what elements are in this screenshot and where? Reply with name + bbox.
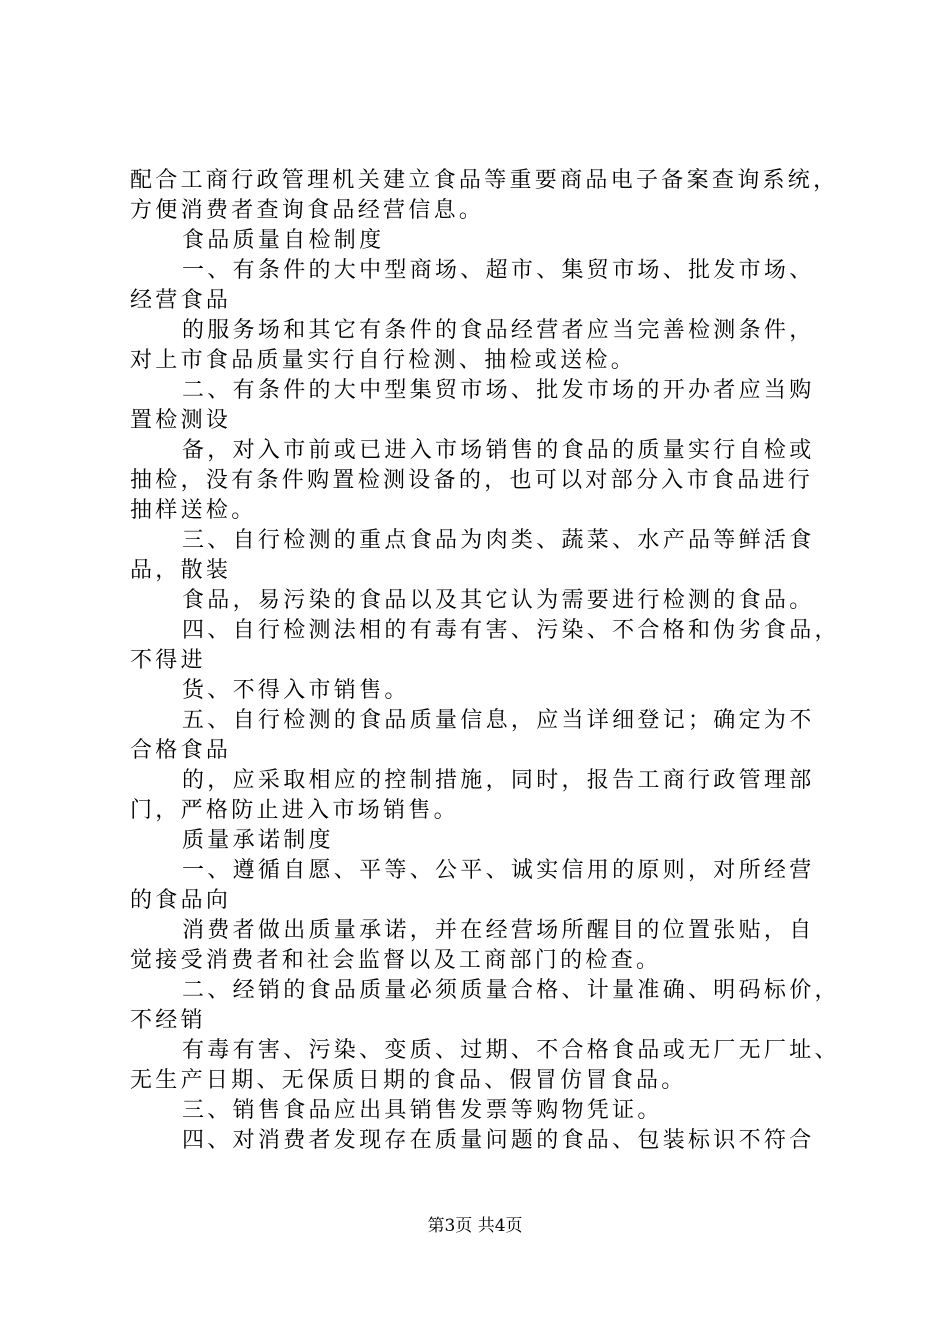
- text-line: 抽样送检。: [130, 498, 257, 523]
- text-line: 置检测设: [130, 408, 232, 433]
- text-line: 的食品向: [130, 888, 232, 913]
- text-line: 经营食品: [130, 288, 232, 313]
- text-line: 食品，易污染的食品以及其它认为需要进行检测的食品。: [182, 588, 815, 613]
- text-line: 不经销: [130, 1008, 206, 1033]
- text-line: 二、有条件的大中型集贸市场、批发市场的开办者应当购: [182, 378, 815, 403]
- text-line: 门，严格防止进入市场销售。: [130, 798, 459, 823]
- text-line: 货、不得入市销售。: [182, 678, 410, 703]
- text-line: 方便消费者查询食品经营信息。: [130, 198, 485, 223]
- page-number-footer: 第3页 共4页: [427, 1216, 523, 1236]
- section-heading: 食品质量自检制度: [182, 228, 385, 253]
- text-line: 对上市食品质量实行自行检测、抽检或送检。: [130, 348, 637, 373]
- text-line: 一、有条件的大中型商场、超市、集贸市场、批发市场、: [182, 258, 815, 283]
- text-line: 三、销售食品应出具销售发票等购物凭证。: [182, 1098, 663, 1123]
- text-line: 品，散装: [130, 558, 232, 583]
- text-line: 的服务场和其它有条件的食品经营者应当完善检测条件，: [182, 318, 815, 343]
- text-line: 不得进: [130, 648, 206, 673]
- text-line: 五、自行检测的食品质量信息，应当详细登记；确定为不: [182, 708, 815, 733]
- text-line: 二、经销的食品质量必须质量合格、计量准确、明码标价，: [182, 978, 840, 1003]
- document-body: [130, 166, 840, 1156]
- text-line: 合格食品: [130, 738, 232, 763]
- text-line: 觉接受消费者和社会监督以及工商部门的检查。: [130, 948, 662, 973]
- text-line: 一、遵循自愿、平等、公平、诚实信用的原则，对所经营: [182, 858, 815, 883]
- text-line: 有毒有害、污染、变质、过期、不合格食品或无厂无厂址、: [182, 1038, 840, 1063]
- text-line: 抽检，没有条件购置检测设备的，也可以对部分入市食品进行: [130, 468, 814, 493]
- text-line: 消费者做出质量承诺，并在经营场所醒目的位置张贴，自: [182, 918, 815, 943]
- text-line: 三、自行检测的重点食品为肉类、蔬菜、水产品等鲜活食: [182, 528, 815, 553]
- text-line: 备，对入市前或已进入市场销售的食品的质量实行自检或: [182, 438, 815, 463]
- text-line: 配合工商行政管理机关建立食品等重要商品电子备案查询系统，: [130, 168, 839, 193]
- text-line: 四、对消费者发现存在质量问题的食品、包装标识不符合: [182, 1128, 815, 1153]
- section-heading: 质量承诺制度: [182, 828, 334, 853]
- text-line: 无生产日期、无保质日期的食品、假冒仿冒食品。: [130, 1068, 687, 1093]
- text-line: 四、自行检测法相的有毒有害、污染、不合格和伪劣食品，: [182, 618, 840, 643]
- text-line: 的，应采取相应的控制措施，同时，报告工商行政管理部: [182, 768, 815, 793]
